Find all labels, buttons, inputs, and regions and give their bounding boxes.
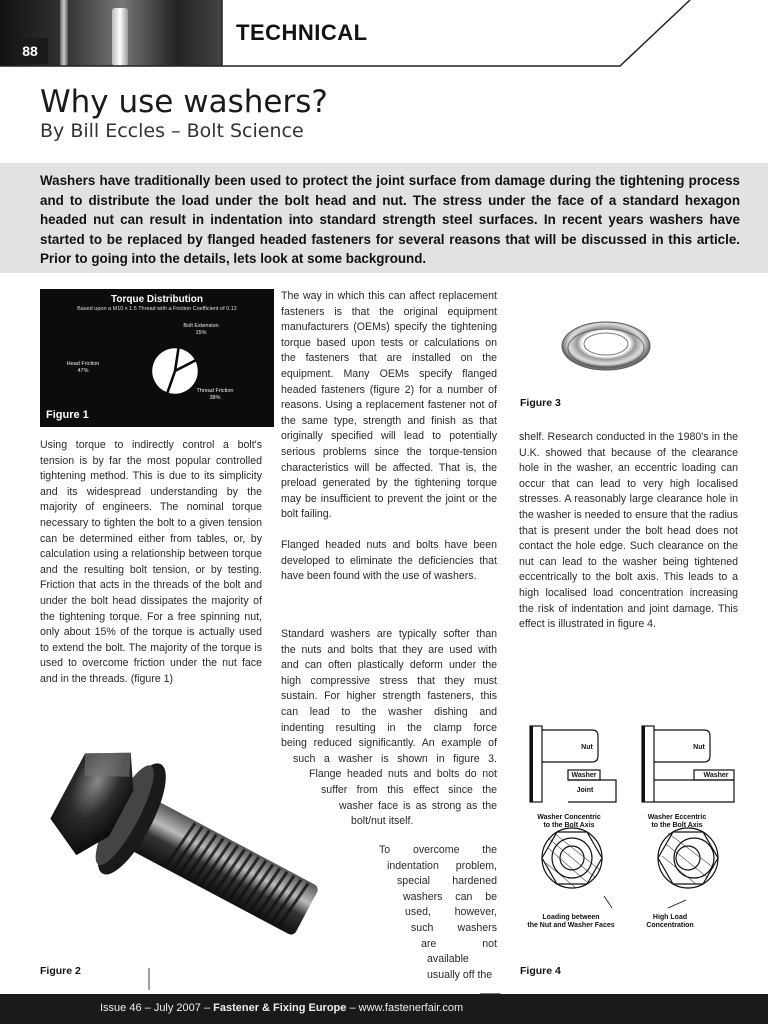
text-line: used, however,: [405, 906, 497, 919]
column-1: [40, 438, 262, 703]
text-line: special hardened: [397, 875, 497, 888]
page-number: 88: [12, 38, 48, 64]
fig4-concentric-label: Washer Concentric to the Bolt Axis: [537, 814, 601, 829]
torque-pie-chart: [40, 289, 274, 427]
fig4-joint-label: Joint: [576, 787, 594, 794]
col1-paragraph-1: Using torque to indirectly control a bolt's tension is by far the most popular controlled tightening method. This is due to its simplicity and its widespread understanding by the majority of engineers. The nominal torque necessary to tighten the bolt to a given tension can be determined either from tables, or, by calculation using a relationship between torque and the resulting bolt tension, or by testing. Friction that acts in the threads of the bolt and under the bolt head dissipates the majority of the tightening torque. For a free spinning nut, only about 15% of the torque is actually used to extend the bolt. The majority of the torque is used to overcome friction under the nut face and in the threads. (figure 1): [40, 439, 262, 685]
text-line: high compressive stress that they must: [281, 674, 497, 687]
fig4-nut-label-left: Nut: [581, 744, 593, 751]
text-line: usually off the: [427, 968, 493, 981]
intro-panel: [0, 163, 768, 273]
section-title: TECHNICAL: [236, 20, 368, 45]
article-byline: By Bill Eccles – Bolt Science: [40, 120, 304, 142]
figure-3-caption: Figure 3: [520, 397, 561, 409]
text-line: are not: [421, 937, 497, 950]
fig4-eccentric-label: Washer Eccentric to the Bolt Axis: [647, 814, 707, 829]
figure-1-caption: Figure 1: [46, 409, 89, 421]
text-line: washer face is as strong as the: [339, 799, 497, 812]
figure-3-washer-image: [546, 308, 666, 388]
figure-2-caption: Figure 2: [40, 965, 81, 977]
text-line: can lead to the washer dishing and: [281, 705, 497, 718]
intro-text: Washers have traditionally been used to protect the joint surface from damage during the tightening process and to distribute the load under the bolt head and nut. The stress under the face of a standard hexagon headed nut can result in indentation into standard strength steel surfaces. In recent years washers have started to be replaced by flanged headed fasteners for several reasons that will be discussed in this article. Prior to going into the details, lets look at some background.: [40, 173, 740, 266]
chart-subtitle: Based upon a M10 x 1.5 Thread with a Friction Coefficient of 0.12: [77, 306, 237, 312]
text-line: suffer from this effect since the: [321, 783, 497, 796]
text-line: such washers: [411, 921, 497, 934]
article-title: Why use washers?: [40, 84, 328, 120]
slice-label-head-friction: Head Friction 47%: [66, 361, 100, 374]
text-line: being reduced significantly. An example of: [281, 737, 497, 750]
text-line: sustain. For higher strength fasteners, this: [281, 690, 497, 703]
text-line: washers can be: [403, 890, 497, 903]
chart-title: Torque Distribution: [110, 294, 204, 305]
figure-1: [40, 289, 274, 427]
text-line: available: [427, 953, 469, 966]
col3-paragraph-1: shelf. Research conducted in the 1980's in the U.K. showed that because of the clearance hole in the washer, an eccentric loading can occur that can lead to very high localised stresses. A reasonably large clearance hole in the washer is needed to ensure that the radius that is present under the bolt head does not contact the hole edge. Such clearance on the nut can lead to the washer being tightened eccentrically to the bolt axis. This leads to a high localised load concentration increasing the risk of indentation and joint damage. This effect is illustrated in figure 4.: [519, 431, 738, 631]
slice-label-bolt-extension: Bolt Extension 15%: [183, 323, 219, 336]
text-line: indentation problem,: [387, 859, 497, 872]
footer-issue: Issue 46 – July 2007 –: [100, 1002, 211, 1014]
column-2: [281, 289, 497, 600]
text-line: bolt/nut itself.: [351, 815, 414, 828]
footer-bar: [0, 994, 768, 1024]
column-3: [519, 430, 738, 648]
text-line: such a washer is shown in figure 3.: [293, 752, 497, 765]
footer-website[interactable]: – www.fastenerfair.com: [349, 1002, 464, 1014]
col2-paragraph-1: The way in which this can affect replacement fasteners is that the original equipment manufacturers (OEMs) specify the tightening torque based upon tests or calculations on the fasteners that are installed on the equipment. Many OEMs specify flanged headed fasteners (figure 2) for a number of reasons. Using a replacement fastener not of the same type, strength and finish as that originally specified will lead to potentially serious problems since the torque-tension characteristics will be affected. That is, the preload generated by the tightening torque may be insufficient to prevent the joint or the bolt failing.: [281, 290, 497, 521]
fig4-loading-label: Loading between the Nut and Washer Faces: [527, 914, 615, 929]
figure-4-caption: Figure 4: [520, 965, 561, 977]
text-line: Flange headed nuts and bolts do not: [309, 768, 497, 781]
header-rule: [0, 0, 768, 80]
slice-label-thread-friction: Thread Friction 38%: [196, 388, 234, 401]
col2-paragraph-4: [281, 843, 497, 983]
figure-2-rule: [148, 968, 150, 990]
fig4-washer-label-right: Washer: [703, 772, 729, 779]
col2-paragraph-3: [281, 627, 497, 830]
footer-text: [100, 1002, 463, 1014]
col2-paragraph-2: Flanged headed nuts and bolts have been developed to eliminate the deficiencies that have been found with the use of washers.: [281, 538, 497, 583]
text-line: To overcome the: [379, 844, 497, 856]
text-line: the nuts and bolts that they are used with: [281, 643, 497, 656]
fig4-high-load-label: High Load Concentration: [646, 914, 694, 929]
fig4-nut-label-right: Nut: [693, 744, 705, 751]
text-line: and can often plastically deform under the: [281, 659, 497, 672]
text-line: Standard washers are typically softer than: [281, 628, 497, 640]
fig4-washer-label-left: Washer: [571, 772, 597, 779]
footer-magazine: Fastener & Fixing Europe: [213, 1002, 347, 1014]
text-line: indenting resulting in the clamp force: [281, 721, 497, 734]
